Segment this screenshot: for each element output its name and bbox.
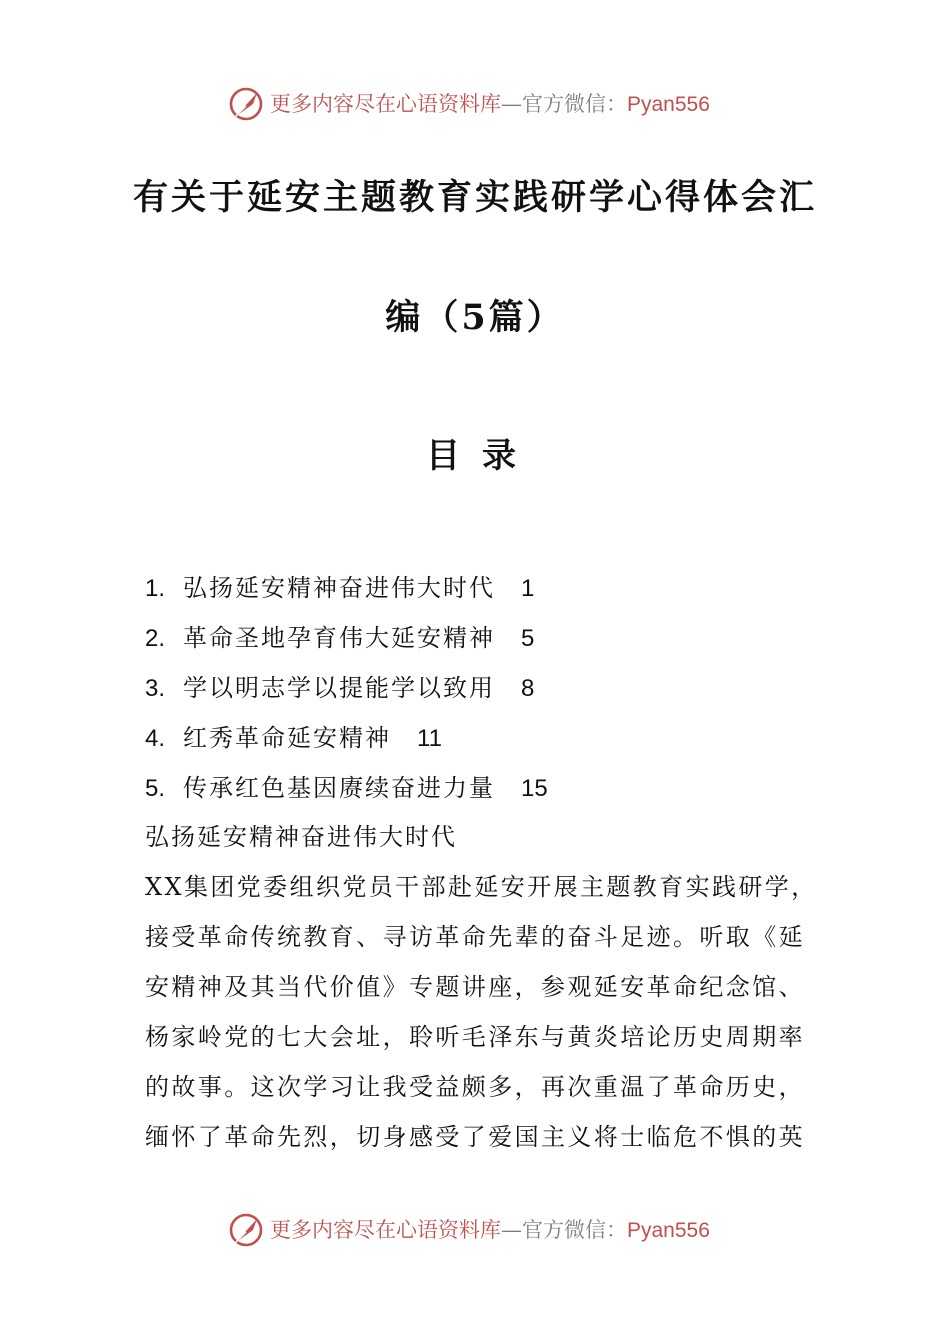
toc-item-title: 革命圣地孕育伟大延安精神 [183, 624, 495, 652]
toc-item-number: 3. [145, 675, 166, 702]
banner-separator: — [501, 1218, 522, 1242]
banner-text [270, 90, 710, 119]
toc-item-number: 5. [145, 775, 166, 802]
toc-item-title: 弘扬延安精神奋进伟大时代 [183, 574, 495, 602]
banner-main: 更多内容尽在心语资料库 [270, 1218, 501, 1242]
toc-item-number: 4. [145, 725, 166, 752]
toc-item[interactable] [145, 613, 548, 663]
banner-wechat-id: Pyan556 [627, 1219, 710, 1242]
banner-wechat-label: 官方微信： [522, 1218, 627, 1242]
toc-item-page: 15 [521, 775, 548, 802]
banner-wechat-id: Pyan556 [627, 93, 710, 116]
section-title: 弘扬延安精神奋进伟大时代 [145, 823, 457, 851]
toc-item-page: 11 [417, 725, 442, 752]
banner-text [270, 1216, 710, 1245]
banner-wechat-label: 官方微信： [522, 92, 627, 116]
quill-logo-icon [226, 84, 266, 124]
toc-item-title: 学以明志学以提能学以致用 [183, 674, 495, 702]
body-line: 缅怀了革命先烈，切身感受了爱国主义将士临危不惧的英 [145, 1123, 805, 1151]
body-line: XX集团党委组织党员干部赴延安开展主题教育实践研学， [145, 873, 818, 901]
section-body [145, 862, 818, 1162]
banner-main: 更多内容尽在心语资料库 [270, 92, 501, 116]
toc-item-title: 红秀革命延安精神 [183, 724, 391, 752]
body-line: 的故事。这次学习让我受益颇多，再次重温了革命历史， [145, 1073, 805, 1101]
toc-heading: 目录 [426, 436, 538, 476]
footer-banner [0, 1208, 950, 1252]
toc-item[interactable] [145, 563, 548, 613]
document-title-line-1: 有关于延安主题教育实践研学心得体会汇 [132, 177, 817, 218]
toc-item[interactable] [145, 663, 548, 713]
toc-item[interactable] [145, 713, 548, 763]
toc-item-title: 传承红色基因赓续奋进力量 [183, 774, 495, 802]
body-line: 安精神及其当代价值》专题讲座，参观延安革命纪念馆、 [145, 973, 805, 1001]
banner-separator: — [501, 92, 522, 116]
toc-list [145, 563, 548, 813]
toc-item-page: 1 [521, 575, 535, 602]
body-line: 杨家岭党的七大会址，聆听毛泽东与黄炎培论历史周期率 [145, 1023, 805, 1051]
toc-item-page: 5 [521, 625, 535, 652]
toc-item[interactable] [145, 763, 548, 813]
toc-item-number: 1. [145, 575, 166, 602]
body-line: 接受革命传统教育、寻访革命先辈的奋斗足迹。听取《延 [145, 923, 805, 951]
toc-item-page: 8 [521, 675, 535, 702]
quill-logo-icon [226, 1210, 266, 1250]
header-banner [0, 82, 950, 126]
toc-item-number: 2. [145, 625, 166, 652]
document-title-line-2: 编（5篇） [385, 297, 565, 338]
